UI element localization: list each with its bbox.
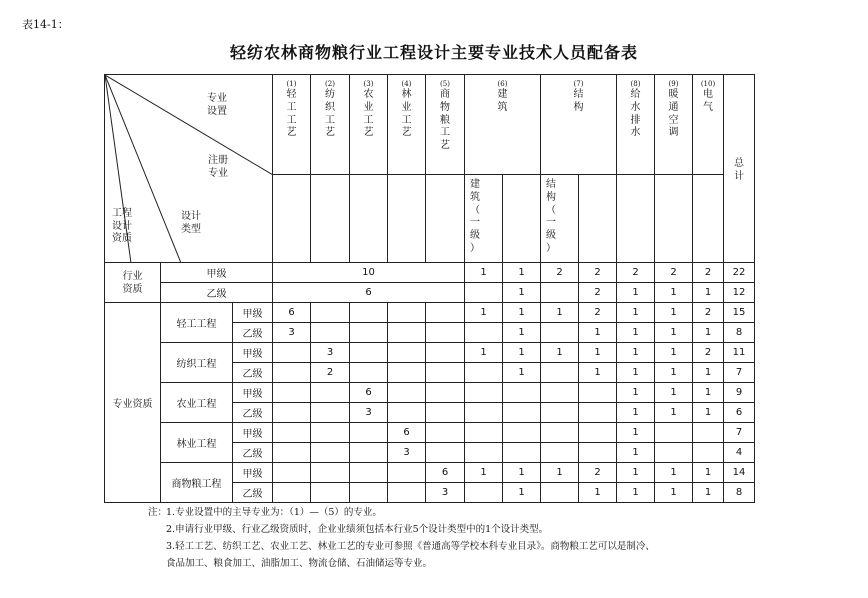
- professional-row: [105, 343, 755, 363]
- value-cell: 1: [655, 403, 693, 423]
- value-cell: [693, 423, 724, 443]
- value-cell: 1: [617, 303, 655, 323]
- value-cell: [350, 363, 388, 383]
- value-cell: 1: [503, 363, 541, 383]
- value-cell: [273, 403, 311, 423]
- engineering-type-cell: 商物粮工程: [161, 463, 233, 503]
- value-cell: [465, 323, 503, 343]
- value-cell: [388, 343, 426, 363]
- note-line: [148, 555, 655, 572]
- value-cell: [273, 363, 311, 383]
- value-cell: 1: [655, 343, 693, 363]
- value-cell: 1: [617, 423, 655, 443]
- professional-row: [105, 423, 755, 443]
- value-cell: [503, 403, 541, 423]
- column-header-total: [724, 75, 755, 263]
- column-label: 给 水 排 水: [630, 88, 641, 139]
- column-header-7: [541, 75, 617, 175]
- professional-row: [105, 303, 755, 323]
- value-cell: 1: [465, 303, 503, 323]
- value-cell: [465, 423, 503, 443]
- engineering-type-cell: 农业工程: [161, 383, 233, 423]
- grade-cell: 甲级: [233, 383, 273, 403]
- value-cell: 7: [724, 423, 755, 443]
- column-number: (1): [286, 80, 297, 88]
- professional-row: [105, 463, 755, 483]
- value-cell: [350, 423, 388, 443]
- column-label: 建 筑: [497, 88, 508, 113]
- value-cell: [465, 483, 503, 503]
- value-cell: 1: [465, 463, 503, 483]
- value-cell: [273, 423, 311, 443]
- grade-cell: 甲级: [233, 423, 273, 443]
- value-cell: [311, 423, 350, 443]
- value-cell: 3: [388, 443, 426, 463]
- value-cell: 1: [503, 463, 541, 483]
- note-line: [148, 538, 655, 555]
- value-cell: [388, 403, 426, 423]
- engineering-type-cell: 纺织工程: [161, 343, 233, 383]
- professional-qualification-label: 专业资质: [105, 303, 161, 503]
- value-cell: [426, 403, 465, 423]
- value-cell: [579, 423, 617, 443]
- industry-label-text: 行业 资质: [122, 270, 143, 295]
- value-cell: 1: [579, 343, 617, 363]
- column-number: (6): [497, 80, 508, 88]
- value-cell: 1: [693, 323, 724, 343]
- registered-empty-cell: [655, 175, 693, 263]
- value-cell: 9: [724, 383, 755, 403]
- column-header-5: [426, 75, 465, 175]
- registered-header-7: [541, 175, 579, 263]
- value-cell: [579, 443, 617, 463]
- value-cell: 2: [541, 263, 579, 283]
- value-cell: 12: [724, 283, 755, 303]
- value-cell: 1: [579, 363, 617, 383]
- value-cell: 1: [503, 283, 541, 303]
- total-label: 总 计: [734, 158, 745, 182]
- value-cell: 1: [655, 463, 693, 483]
- value-cell: [350, 303, 388, 323]
- value-cell: [503, 443, 541, 463]
- value-cell: 6: [273, 303, 311, 323]
- value-cell: [426, 303, 465, 323]
- value-cell: 14: [724, 463, 755, 483]
- value-cell: [388, 483, 426, 503]
- header-row-majors: [105, 75, 755, 175]
- value-cell: [311, 463, 350, 483]
- value-cell: 1: [617, 343, 655, 363]
- value-cell: 1: [655, 483, 693, 503]
- corner-label-major: 专业 设置: [207, 93, 227, 117]
- value-cell: [465, 443, 503, 463]
- registered-empty-cell: [311, 175, 350, 263]
- value-cell: 1: [503, 343, 541, 363]
- column-label: 农 业 工 艺: [363, 88, 374, 139]
- value-cell: 1: [655, 323, 693, 343]
- value-cell: 1: [617, 383, 655, 403]
- grade-cell: 乙级: [161, 283, 273, 303]
- registered-empty-cell: [617, 175, 655, 263]
- value-cell: [311, 443, 350, 463]
- value-cell: [350, 323, 388, 343]
- value-cell: [311, 383, 350, 403]
- registered-empty-cell: [693, 175, 724, 263]
- grade-cell: 乙级: [233, 403, 273, 423]
- value-cell: 1: [503, 303, 541, 323]
- grade-cell: 乙级: [233, 363, 273, 383]
- note-text: 3.轻工工艺、纺织工艺、农业工艺、林业工艺的专业可参照《普通高等学校本科专业目录》。商物粮工艺可以是制冷、: [166, 541, 655, 552]
- corner-label-design-type: 设计 类型: [181, 211, 201, 235]
- value-cell: 1: [541, 463, 579, 483]
- process-staff-cell: 10: [273, 263, 465, 283]
- column-header-2: [311, 75, 350, 175]
- column-label: 结 构: [573, 88, 584, 113]
- value-cell: 6: [350, 383, 388, 403]
- registered-empty-cell: [579, 175, 617, 263]
- value-cell: 2: [579, 283, 617, 303]
- value-cell: [426, 343, 465, 363]
- value-cell: [465, 283, 503, 303]
- value-cell: 1: [465, 263, 503, 283]
- column-number: (4): [401, 80, 412, 88]
- value-cell: [273, 483, 311, 503]
- value-cell: [388, 383, 426, 403]
- value-cell: [426, 383, 465, 403]
- value-cell: 2: [579, 303, 617, 323]
- value-cell: 1: [693, 383, 724, 403]
- value-cell: [273, 463, 311, 483]
- column-header-10: [693, 75, 724, 175]
- value-cell: 1: [541, 343, 579, 363]
- value-cell: 2: [579, 463, 617, 483]
- engineering-type-cell: 轻工工程: [161, 303, 233, 343]
- value-cell: 1: [693, 283, 724, 303]
- value-cell: [350, 463, 388, 483]
- value-cell: 1: [655, 303, 693, 323]
- column-header-8: [617, 75, 655, 175]
- value-cell: 2: [693, 263, 724, 283]
- column-label: 纺 织 工 艺: [325, 88, 336, 139]
- value-cell: 1: [655, 283, 693, 303]
- value-cell: 1: [503, 323, 541, 343]
- value-cell: 2: [693, 343, 724, 363]
- column-header-3: [350, 75, 388, 175]
- registered-label: 建 筑 （ 一 级 ）: [470, 179, 481, 254]
- value-cell: [350, 443, 388, 463]
- value-cell: [273, 383, 311, 403]
- registered-empty-cell: [503, 175, 541, 263]
- value-cell: 1: [655, 363, 693, 383]
- value-cell: 8: [724, 323, 755, 343]
- value-cell: 3: [273, 323, 311, 343]
- value-cell: 1: [693, 363, 724, 383]
- value-cell: 1: [503, 263, 541, 283]
- value-cell: 2: [693, 303, 724, 323]
- value-cell: [426, 423, 465, 443]
- registered-header-6: [465, 175, 503, 263]
- value-cell: [541, 443, 579, 463]
- column-label: 电 气: [703, 88, 714, 113]
- column-number: (7): [573, 80, 584, 88]
- value-cell: 2: [617, 263, 655, 283]
- value-cell: [311, 483, 350, 503]
- value-cell: [541, 363, 579, 383]
- value-cell: 3: [426, 483, 465, 503]
- registered-empty-cell: [426, 175, 465, 263]
- column-label: 轻 工 工 艺: [286, 88, 297, 139]
- value-cell: 2: [579, 263, 617, 283]
- column-header-9: [655, 75, 693, 175]
- value-cell: 1: [617, 403, 655, 423]
- value-cell: [311, 323, 350, 343]
- value-cell: 3: [350, 403, 388, 423]
- value-cell: [579, 403, 617, 423]
- column-number: (3): [363, 80, 374, 88]
- table-label: 表14-1：: [22, 18, 69, 31]
- value-cell: 1: [579, 483, 617, 503]
- value-cell: 15: [724, 303, 755, 323]
- value-cell: [350, 343, 388, 363]
- value-cell: 11: [724, 343, 755, 363]
- engineering-type-cell: 林业工程: [161, 423, 233, 463]
- value-cell: [311, 303, 350, 323]
- value-cell: 1: [693, 403, 724, 423]
- industry-row: [105, 263, 755, 283]
- column-number: (5): [440, 80, 450, 88]
- value-cell: [388, 303, 426, 323]
- professional-row: [105, 383, 755, 403]
- column-label: 林 业 工 艺: [401, 88, 412, 139]
- value-cell: 6: [724, 403, 755, 423]
- grade-cell: 甲级: [233, 463, 273, 483]
- industry-row: [105, 283, 755, 303]
- value-cell: [693, 443, 724, 463]
- value-cell: [541, 383, 579, 403]
- column-header-4: [388, 75, 426, 175]
- note-line: [148, 521, 655, 538]
- value-cell: 1: [617, 463, 655, 483]
- value-cell: [503, 423, 541, 443]
- document-title: 轻纺农林商物粮行业工程设计主要专业技术人员配备表: [229, 43, 638, 62]
- note-text: 食品加工、粮食加工、油脂加工、物流仓储、石油储运等专业。: [166, 558, 433, 569]
- value-cell: 6: [388, 423, 426, 443]
- column-label: 商 物 粮 工 艺: [440, 88, 451, 152]
- value-cell: 1: [617, 483, 655, 503]
- value-cell: 2: [655, 263, 693, 283]
- value-cell: 1: [693, 463, 724, 483]
- value-cell: 1: [541, 303, 579, 323]
- note-text: 2.申请行业甲级、行业乙级资质时，企业业绩须包括本行业5个设计类型中的1个设计类型。: [166, 524, 549, 535]
- value-cell: [503, 383, 541, 403]
- value-cell: [541, 283, 579, 303]
- registered-label: 结 构 （ 一 级 ）: [546, 179, 557, 254]
- value-cell: 1: [579, 323, 617, 343]
- value-cell: [311, 403, 350, 423]
- column-label: 暖 通 空 调: [668, 88, 679, 139]
- industry-qualification-label: [105, 263, 161, 303]
- value-cell: [465, 403, 503, 423]
- value-cell: [273, 443, 311, 463]
- registered-empty-cell: [273, 175, 311, 263]
- corner-label-qualification: 工程 设计 资质: [112, 208, 132, 244]
- value-cell: [579, 383, 617, 403]
- value-cell: [541, 403, 579, 423]
- registered-empty-cell: [388, 175, 426, 263]
- header-corner-cell: [105, 75, 273, 263]
- staff-requirements-table: [104, 74, 755, 503]
- value-cell: [655, 423, 693, 443]
- value-cell: 1: [655, 383, 693, 403]
- table-notes: [148, 504, 655, 572]
- value-cell: 1: [617, 323, 655, 343]
- value-cell: 7: [724, 363, 755, 383]
- registered-empty-cell: [350, 175, 388, 263]
- value-cell: 1: [617, 363, 655, 383]
- grade-cell: 乙级: [233, 443, 273, 463]
- value-cell: 6: [426, 463, 465, 483]
- value-cell: 1: [465, 343, 503, 363]
- value-cell: [388, 463, 426, 483]
- column-number: (8): [630, 80, 641, 88]
- grade-cell: 甲级: [233, 303, 273, 323]
- value-cell: [426, 363, 465, 383]
- column-number: (9): [668, 80, 679, 88]
- value-cell: [541, 423, 579, 443]
- value-cell: 3: [311, 343, 350, 363]
- value-cell: [541, 323, 579, 343]
- column-header-6: [465, 75, 541, 175]
- value-cell: [388, 363, 426, 383]
- column-number: (10): [700, 80, 716, 88]
- value-cell: [655, 443, 693, 463]
- value-cell: 1: [617, 443, 655, 463]
- corner-label-registered: 注册 专业: [208, 155, 228, 179]
- note-text: 1.专业设置中的主导专业为：（1）—（5）的专业。: [166, 507, 382, 518]
- grade-cell: 甲级: [161, 263, 273, 283]
- column-number: (2): [325, 80, 335, 88]
- grade-cell: 乙级: [233, 483, 273, 503]
- value-cell: 22: [724, 263, 755, 283]
- note-line: [148, 504, 655, 521]
- grade-cell: 甲级: [233, 343, 273, 363]
- process-staff-cell: 6: [273, 283, 465, 303]
- note-prefix: 注：: [148, 507, 168, 518]
- value-cell: [426, 443, 465, 463]
- value-cell: [273, 343, 311, 363]
- value-cell: [465, 363, 503, 383]
- value-cell: [426, 323, 465, 343]
- value-cell: [465, 383, 503, 403]
- value-cell: 1: [617, 283, 655, 303]
- value-cell: [388, 323, 426, 343]
- value-cell: 1: [503, 483, 541, 503]
- value-cell: 4: [724, 443, 755, 463]
- value-cell: [541, 483, 579, 503]
- grade-cell: 乙级: [233, 323, 273, 343]
- value-cell: [350, 483, 388, 503]
- value-cell: 1: [693, 483, 724, 503]
- value-cell: 8: [724, 483, 755, 503]
- column-header-1: [273, 75, 311, 175]
- value-cell: 2: [311, 363, 350, 383]
